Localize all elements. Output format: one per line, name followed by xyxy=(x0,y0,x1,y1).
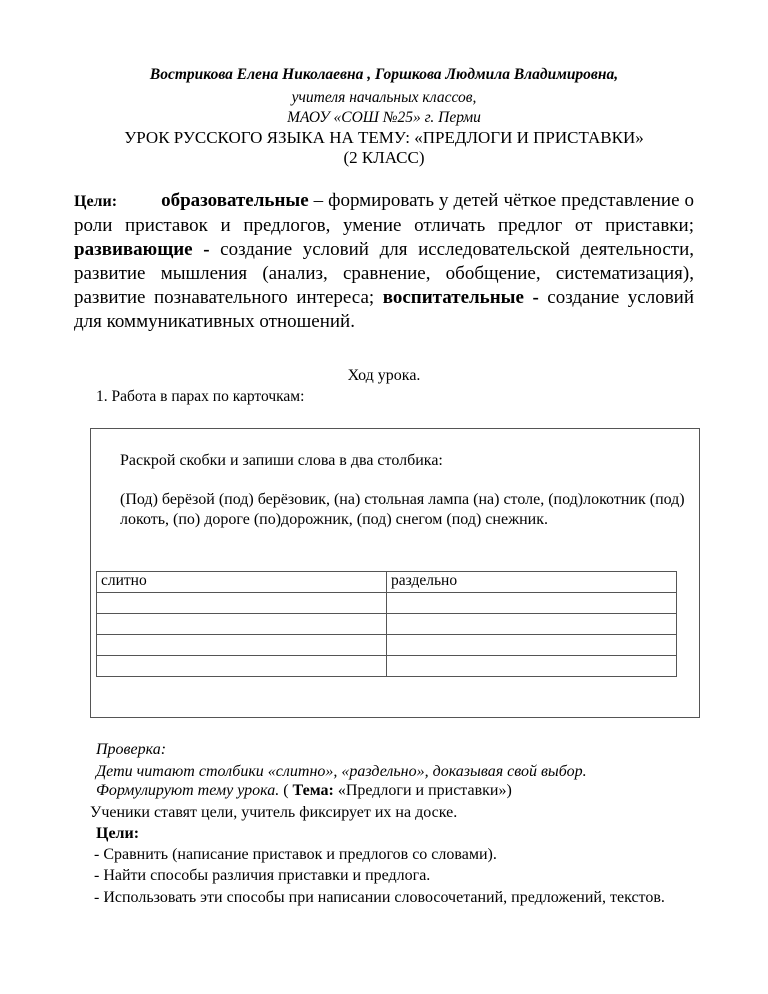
goal-item: - Использовать эти способы при написании словосочетаний, предложений, текстов. xyxy=(94,889,665,906)
students-goals: Ученики ставят цели, учитель фиксирует их на доске. xyxy=(90,804,458,821)
topic-open: ( xyxy=(279,782,293,799)
table-cell xyxy=(387,635,677,656)
lesson-title: УРОК РУССКОГО ЯЗЫКА НА ТЕМУ: «ПРЕДЛОГИ И ПРИСТАВКИ» xyxy=(124,128,644,147)
goal-item: - Найти способы различия приставки и предлога. xyxy=(94,867,431,884)
authors-role: учителя начальных классов, xyxy=(291,89,477,106)
table-row xyxy=(97,593,677,614)
table-header-row xyxy=(97,572,677,593)
task-instruction: Раскрой скобки и запиши слова в два столбика: xyxy=(120,452,443,469)
header-solid: слитно xyxy=(97,572,387,593)
upb-goal-label: воспитательные - xyxy=(382,287,539,308)
kids-read: Дети читают столбики «слитно», «раздельно», доказывая свой выбор. xyxy=(96,763,587,780)
formulate-topic xyxy=(96,782,512,800)
goal-item: - Сравнить (написание приставок и предлогов со словами). xyxy=(94,846,497,863)
table-cell xyxy=(387,614,677,635)
goals-list-label: Цели: xyxy=(96,825,140,842)
dev-goal-label: развивающие - xyxy=(74,239,210,260)
table-row xyxy=(97,635,677,656)
upb-goal-text: создание условий для коммуникативных отношений. xyxy=(74,287,695,332)
table-cell xyxy=(387,593,677,614)
course-heading: Ход урока. xyxy=(347,367,421,384)
lesson-grade: (2 КЛАСС) xyxy=(343,148,425,167)
check-heading: Проверка: xyxy=(96,741,167,758)
answer-table xyxy=(96,571,677,677)
goals-label: Цели: xyxy=(74,193,118,210)
task-words: (Под) берёзой (под) берёзовик, (на) стольная лампа (на) столе, (под)локотник (под) локоть, (по) дороге (по)дорожник, (под) снегом (под) снежник. xyxy=(120,491,685,528)
topic-text: «Предлоги и приставки») xyxy=(333,782,512,799)
table-cell xyxy=(387,656,677,677)
table-cell xyxy=(97,635,387,656)
topic-label: Тема: xyxy=(292,782,334,799)
edu-goal-text: – формировать у детей чёткое представление о роли приставок и предлогов, умение отличать предлог от приставки; xyxy=(74,190,694,236)
step-one: 1. Работа в парах по карточкам: xyxy=(96,388,305,405)
header-separate: раздельно xyxy=(387,572,677,593)
school-name: МАОУ «СОШ №25» г. Перми xyxy=(287,109,481,126)
dev-goal-text: создание условий для исследовательской деятельности, развитие мышления (анализ, сравнение, обобщение, систематизация), развитие познавательного интереса; xyxy=(74,239,694,308)
authors: Вострикова Елена Николаевна , Горшкова Людмила Владимировна, xyxy=(149,66,619,83)
table-cell xyxy=(97,614,387,635)
goals-paragraph xyxy=(74,189,694,334)
table-row xyxy=(97,656,677,677)
formulate-text: Формулируют тему урока. xyxy=(96,782,280,799)
table-cell xyxy=(97,656,387,677)
edu-goal-label: образовательные xyxy=(161,190,309,211)
table-row xyxy=(97,614,677,635)
table-cell xyxy=(97,593,387,614)
